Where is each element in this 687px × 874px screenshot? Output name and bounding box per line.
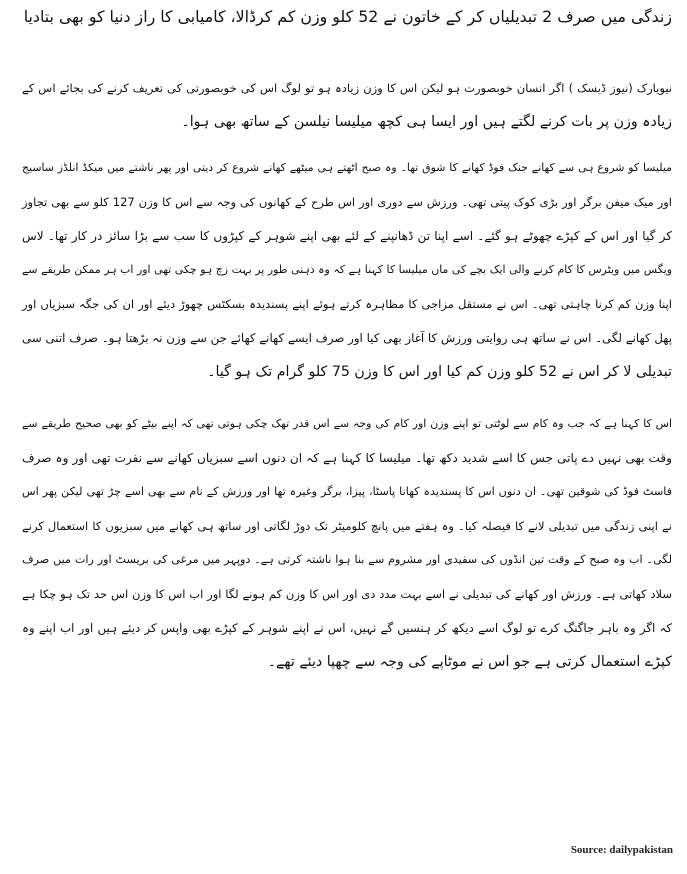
text-line: تبدیلی لا کر اس نے 52 کلو وزن کم کیا اور اس کا وزن 75 کلو گرام تک ہو گیا۔ (207, 364, 672, 380)
paragraph-background (22, 151, 672, 389)
text-line: اور میک میفن برگر اور بڑی کوک پیتی تھی۔ ورزش سے دوری اور اس طرح کے کھانوں کی وجہ سے اس کا وزن 127 کلو سے بھی تجاوز (22, 195, 672, 209)
text-line: نیویارک (نیوز ڈیسک ) اگر انسان خوبصورت ہو لیکن اس کا وزن زیادہ ہو تو لوگ اس کی خوبصورتی کی تعریف کرنے کی بجائے اس کے (22, 81, 672, 95)
text-line: ویگس میں ویٹرس کا کام کرنے والی ایک بچے کی ماں میلیسا کا کہنا ہے کہ وہ ذہنی طور پر بہت زچ ہو چکی تھی اور اب ہر ممکن طریقے سے (22, 263, 672, 276)
text-line: زیادہ وزن پر بات کرنے لگتے ہیں اور ایسا ہی کچھ میلیسا نیلسن کے ساتھ بھی ہوا۔ (181, 114, 672, 130)
text-line: پھل کھانے لگی۔ اس نے ساتھ ہی روایتی ورزش کا آغاز بھی کیا اور صرف ایسے کھانے کھائے جن سے وزن نہ بڑھتا ہو۔ صرف اتنی سی (22, 331, 672, 345)
text-line: لگی۔ اب وہ صبح کے وقت تین انڈوں کی سفیدی اور مشروم سے بنا ہوا ناشتہ کرتی ہے۔ دوپہر میں مرغی کی بریسٹ اور رات میں صرف (22, 553, 672, 566)
text-line: فاسٹ فوڈ کی شوقین تھی۔ ان دنوں اس کا پسندیدہ کھانا پاسٹا، پیزا، برگر وغیرہ تھا اور ورزش کے نام سے بھی اسے چڑ تھی لیکن پھر اس (22, 485, 672, 498)
article-title: زندگی میں صرف 2 تبدیلیاں کر کے خاتون نے 52 کلو وزن کم کرڈالا، کامیابی کا راز دنیا کو بھی بتادیا (23, 7, 672, 26)
text-line: اپنا وزن کم کرنا چاہتی تھی۔ اس نے مستقل مزاجی کا مظاہرہ کرتے ہوئے اپنے پسندیدہ بسکٹس چھوڑ دیئے اور ان کی جگہ سبزیاں اور (22, 297, 672, 311)
text-line: کہ اگر وہ باہر جاگنگ کرے تو لوگ اسے دیکھ کر ہنسیں گے نہیں، اس نے اپنے شوہر کے کپڑے بھی واپس کر دیئے ہیں اور اب اپنے وہ (22, 621, 672, 635)
text-line: نے اپنی زندگی میں تبدیلی لانے کا فیصلہ کیا۔ وہ ہفتے میں پانچ کلومیٹر تک دوڑ لگاتی اور ساتھ ہی کھانے میں سبزیوں کا استعمال کرنے (22, 519, 672, 533)
text-line: میلیسا کو شروع ہی سے کھانے جنک فوڈ کھانے کا شوق تھا۔ وہ صبح اٹھتے ہی میٹھے کھانے شروع کر دیتی اور پھر ناشتے میں میکڈ انلڈز ساسیج (22, 161, 672, 174)
article (22, 0, 672, 679)
paragraph-intro (22, 71, 672, 139)
text-line: اس کا کہنا ہے کہ جب وہ کام سے لوٹتی تو اپنے وزن اور کام کی وجہ سے اس قدر تھک چکی ہوتی تھی کہ اپنے بیٹے کو بھی صحیح طریقے سے (22, 417, 672, 430)
paragraph-transformation (22, 407, 672, 679)
text-line: وقت بھی نہیں دے پاتی جس کا اسے شدید دکھ تھا۔ میلیسا کا کہنا ہے کہ ان دنوں اسے سبزیاں کھانے سے نفرت تھی اور وہ صرف (22, 451, 672, 465)
source-credit: Source: dailypakistan (570, 844, 673, 856)
text-line: سلاد کھاتی ہے۔ ورزش اور کھانے کی تبدیلی نے اسے بہت مدد دی اور اس کا وزن کم ہونے لگا اور اب اس کا وزن اس حد تک ہو چکا ہے (22, 587, 672, 601)
text-line: کپڑے استعمال کرتی ہے جو اس نے موٹاپے کی وجہ سے چھپا دیئے تھے۔ (267, 654, 672, 670)
text-line: کر گیا اور اس کے کپڑے چھوٹے ہو گئے۔ اسے اپنا تن ڈھانپنے کے لئے بھی اپنے شوہر کے کپڑوں کا سب سے بڑا سائز در کار تھا۔ لاس (22, 229, 672, 243)
